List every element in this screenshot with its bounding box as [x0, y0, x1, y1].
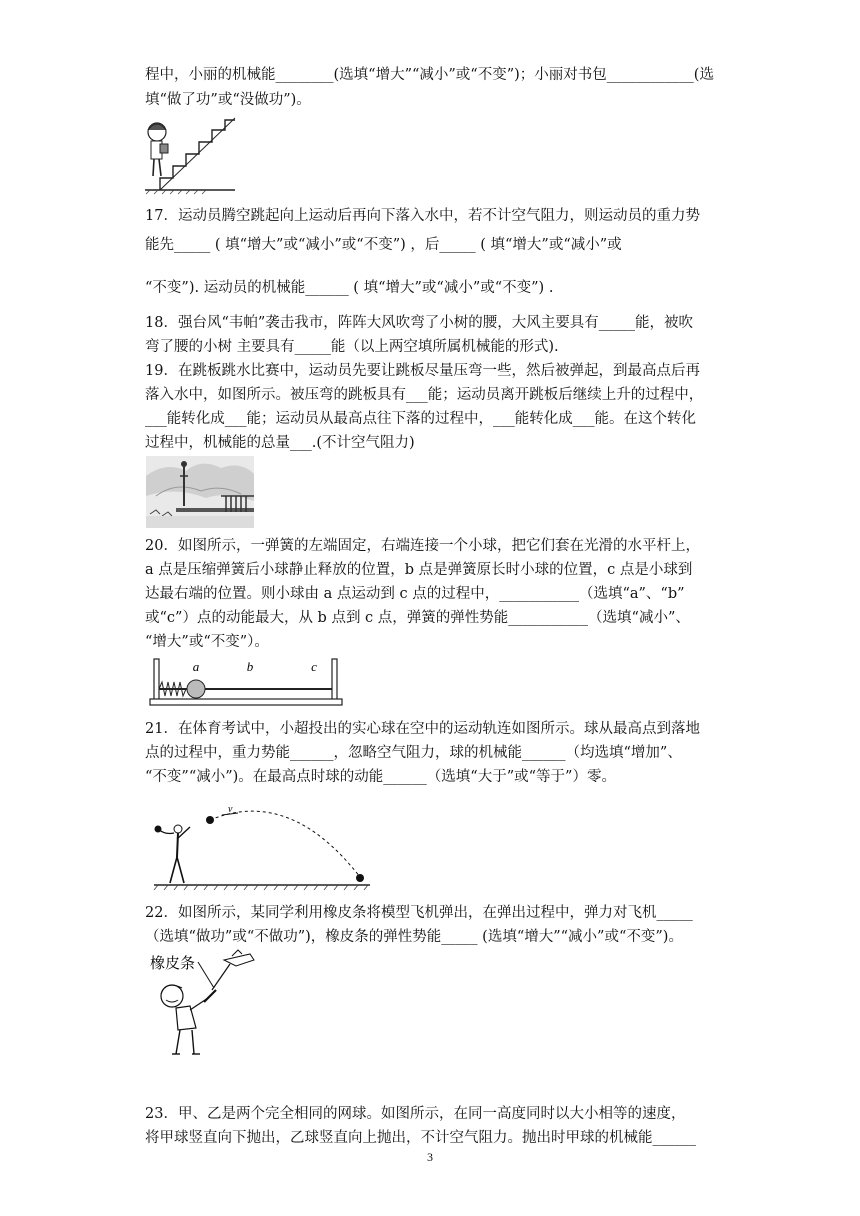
q19-line-1: 19．在跳板跳水比赛中，运动员先要让跳板尽量压弯一些，然后被弹起，到最高点后再 — [145, 363, 700, 379]
page-number: 3 — [427, 1150, 433, 1164]
q22-line-2: （选填“做功”或“不做功”)，橡皮条的弹性势能_____ (选填“增大”“减小”或“不变”)。 — [145, 929, 683, 945]
q20-line-4: 或“c”）点的动能最大，从 b 点到 c 点，弹簧的弹性势能___________（选填“减小”、 — [145, 610, 690, 626]
q21-line-3: “不变”“减小”)。在最高点时球的动能______（选填“大于”或“等于”）零。 — [145, 769, 616, 785]
q16-line-1: 程中，小丽的机械能________(选填“增大”“减小”或“不变”)；小丽对书包____________(选 — [145, 67, 714, 83]
q19-line-2: 落入水中，如图所示。被压弯的跳板具有___能；运动员离开跳板后继续上升的过程中， — [145, 387, 704, 403]
shotput-trajectory-figure — [150, 804, 374, 891]
label-b: b — [246, 659, 254, 674]
q19-line-3: ___能转化成___能；运动员从最高点往下落的过程中，___能转化成___能。在这个转化 — [145, 411, 696, 427]
q18-line-1: 18．强台风“韦帕”袭击我市，阵阵大风吹弯了小树的腰，大风主要具有_____能，被吹 — [145, 315, 694, 331]
stairs-figure — [140, 110, 240, 195]
q20-line-5: “增大”或“不变”）。 — [145, 634, 269, 650]
q23-line-1: 23．甲、乙是两个完全相同的网球。如图所示，在同一高度同时以大小相等的速度， — [145, 1106, 686, 1122]
spring-ball-figure — [146, 655, 346, 707]
q16-line-2: 填“做了功”或“没做功”)。 — [145, 92, 311, 108]
rubber-band-figure — [146, 950, 262, 1062]
q22-line-1: 22．如图所示，某同学利用橡皮条将模型飞机弹出，在弹出过程中，弹力对飞机_____ — [145, 905, 693, 921]
velocity-label: v — [228, 804, 233, 815]
q17-line-3: “不变”). 运动员的机械能______ ( 填“增大”或“减小”或“不变”) . — [145, 280, 554, 296]
label-c: c — [311, 659, 317, 674]
q17-line-1: 17．运动员腾空跳起向上运动后再向下落入水中，若不计空气阻力，则运动员的重力势 — [145, 208, 700, 224]
label-a: a — [192, 659, 200, 674]
diving-photo — [146, 456, 254, 528]
q17-line-2: 能先_____ ( 填“增大”或“减小”或“不变”) ，后_____ ( 填“增大”或“减小”或 — [145, 237, 622, 253]
rubber-band-label: 橡皮条 — [150, 954, 196, 972]
q20-line-1: 20．如图所示，一弹簧的左端固定，右端连接一个小球，把它们套在光滑的水平杆上， — [145, 538, 700, 554]
q23-line-2: 将甲球竖直向下抛出，乙球竖直向上抛出，不计空气阻力。抛出时甲球的机械能______ — [145, 1130, 696, 1146]
q20-line-3: 达最右端的位置。则小球由 a 点运动到 c 点的过程中，___________（选填“a”、“b” — [145, 586, 685, 602]
q18-line-2: 弯了腰的小树 主要具有_____能（以上两空填所属机械能的形式). — [145, 339, 559, 355]
q20-line-2: a 点是压缩弹簧后小球静止释放的位置，b 点是弹簧原长时小球的位置，c 点是小球到 — [145, 562, 693, 578]
q21-line-1: 21．在体育考试中，小超投出的实心球在空中的运动轨连如图所示。球从最高点到落地 — [145, 721, 700, 737]
q21-line-2: 点的过程中，重力势能______，忽略空气阻力，球的机械能______（均选填“增加”、 — [145, 745, 682, 761]
q19-line-4: 过程中，机械能的总量___.(不计空气阻力) — [145, 435, 415, 451]
